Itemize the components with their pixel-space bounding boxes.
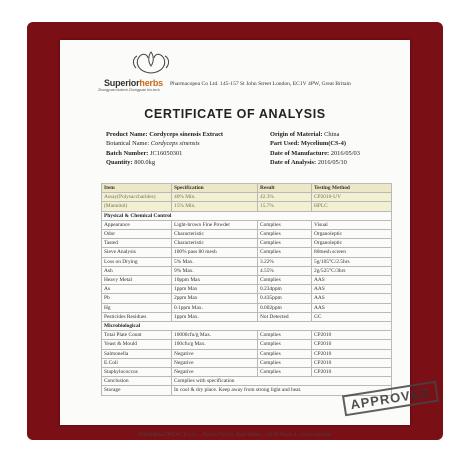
logo-emblem-icon xyxy=(128,48,174,74)
product-info-left xyxy=(106,130,223,168)
table-cell: 10000cfu/g Max. xyxy=(172,331,258,340)
table-row xyxy=(102,239,392,248)
info-label: Quantity: xyxy=(106,159,133,167)
table-cell: GC xyxy=(312,312,392,321)
table-cell: Complies xyxy=(258,349,312,358)
origin-line xyxy=(270,130,360,139)
table-cell: 42.3% xyxy=(258,193,312,202)
table-cell: 0.234ppm xyxy=(258,285,312,294)
table-cell: Pesticides Residues xyxy=(102,312,172,321)
info-value: Cordyceps sinensis xyxy=(150,140,200,148)
table-cell: Complies xyxy=(258,331,312,340)
table-cell: 0.435ppm xyxy=(258,294,312,303)
table-cell: CP2010 xyxy=(312,358,392,367)
table-cell: Negative xyxy=(172,368,258,377)
table-cell: CP2010 xyxy=(312,331,392,340)
table-cell: Complies with specification xyxy=(172,377,392,386)
part-used-line xyxy=(270,139,360,148)
table-row xyxy=(102,312,392,321)
table-cell: Complies xyxy=(258,368,312,377)
batch-number-line xyxy=(106,149,223,158)
info-label: Date of Analysis: xyxy=(270,159,317,167)
manufacture-date-line xyxy=(270,149,360,158)
table-cell: 2g/525°C/3hrs xyxy=(312,266,392,275)
table-cell: 1ppm Max xyxy=(172,285,258,294)
table-cell: Complies xyxy=(258,239,312,248)
table-cell: Staphylococcus xyxy=(102,368,172,377)
product-name-line xyxy=(106,130,223,139)
table-cell: 3.22% xyxy=(258,257,312,266)
table-cell: 9% Max. xyxy=(172,266,258,275)
table-cell: AAS xyxy=(312,294,392,303)
table-cell: 15% Min. xyxy=(172,202,258,211)
table-cell: Yeast & Mould xyxy=(102,340,172,349)
table-cell: Negative xyxy=(172,349,258,358)
table-cell: Heavy Metal xyxy=(102,276,172,285)
table-row xyxy=(102,340,392,349)
table-row xyxy=(102,266,392,275)
table-cell: 40% Min. xyxy=(172,193,258,202)
table-cell: Complies xyxy=(258,276,312,285)
table-cell: 80mesh screen xyxy=(312,248,392,257)
table-cell: Complies xyxy=(258,340,312,349)
table-cell: Complies xyxy=(258,230,312,239)
table-row xyxy=(102,257,392,266)
table-cell: 2ppm Max xyxy=(172,294,258,303)
table-section-row xyxy=(102,322,392,331)
info-value: 800.0kg xyxy=(134,159,156,167)
table-row xyxy=(102,202,392,211)
table-cell: Not Detected xyxy=(258,312,312,321)
info-label: Batch Number: xyxy=(106,149,149,157)
table-cell: CP2010 xyxy=(312,340,392,349)
table-cell: Characteristic xyxy=(172,230,258,239)
table-header-row xyxy=(102,184,392,193)
analysis-table xyxy=(101,183,392,396)
table-row xyxy=(102,303,392,312)
table-cell: Salmonella xyxy=(102,349,172,358)
table-cell: 4.55% xyxy=(258,266,312,275)
table-cell: Complies xyxy=(258,220,312,229)
column-header: Testing Method xyxy=(312,184,392,193)
product-info-right xyxy=(270,130,360,168)
column-header: Specification xyxy=(172,184,258,193)
analysis-date-line xyxy=(270,158,360,167)
info-value: JC16050301 xyxy=(150,149,183,157)
table-row xyxy=(102,230,392,239)
table-cell: Tasted xyxy=(102,239,172,248)
table-row xyxy=(102,294,392,303)
table-cell: Characteristic xyxy=(172,239,258,248)
table-cell: Light-brown Fine Powder xyxy=(172,220,258,229)
table-cell: AAS xyxy=(312,303,392,312)
botanical-name-line xyxy=(106,139,223,148)
table-row xyxy=(102,368,392,377)
table-row xyxy=(102,220,392,229)
certificate-document xyxy=(60,40,432,438)
table-cell: Physical & Chemical Control xyxy=(102,211,392,220)
table-cell: 5% Max. xyxy=(172,257,258,266)
info-label: Product Name: xyxy=(106,131,148,138)
table-cell: E.Coli xyxy=(102,358,172,367)
info-value: 2016/05/03 xyxy=(330,149,360,157)
table-cell: Organoleptic xyxy=(312,230,392,239)
table-row xyxy=(102,331,392,340)
table-row xyxy=(102,248,392,257)
company-logo-tagline: Zhongyuan biotech Zhongyuan bio-tech xyxy=(98,88,160,92)
quantity-line xyxy=(106,158,223,167)
approved-stamp: APPROVED xyxy=(342,381,439,417)
table-cell: HPLC xyxy=(312,202,392,211)
info-label: Origin of Material: xyxy=(270,131,323,138)
column-header: Item xyxy=(102,184,172,193)
info-label: Botanical Name: xyxy=(106,140,150,148)
table-cell: Sieve Analysis xyxy=(102,248,172,257)
table-cell: As xyxy=(102,285,172,294)
table-cell: CP2010 xyxy=(312,349,392,358)
info-value: China xyxy=(324,131,340,138)
table-cell: AAS xyxy=(312,276,392,285)
company-logo-text: Superiorherbs xyxy=(104,78,163,88)
info-value: Mycelium(CS-4) xyxy=(300,140,346,148)
table-cell: Hg xyxy=(102,303,172,312)
table-row xyxy=(102,193,392,202)
company-address: Pharmacopea Co Ltd. 145-157 St John Street London, EC1V 4PW, Great Britain xyxy=(170,81,351,87)
table-cell: CP2010 xyxy=(312,368,392,377)
table-cell: AAS xyxy=(312,285,392,294)
column-header: Result xyxy=(258,184,312,193)
table-cell: Microbiological xyxy=(102,322,392,331)
table-row xyxy=(102,358,392,367)
table-cell: Pb xyxy=(102,294,172,303)
table-cell: 5g/105°C/2.5hrs xyxy=(312,257,392,266)
table-cell: 15.7% xyxy=(258,202,312,211)
table-cell: 100% pass 80 mesh xyxy=(172,248,258,257)
info-value: Cordyceps sinensis Extract xyxy=(149,131,224,138)
table-row xyxy=(102,276,392,285)
table-cell: 100cfu/g Max. xyxy=(172,340,258,349)
table-cell: In cool & dry place. Keep away from strong light and heat. xyxy=(172,386,392,395)
table-section-row xyxy=(102,211,392,220)
table-cell: CP2010-UV xyxy=(312,193,392,202)
footer-address: PHARMACOPEA CZ s.r.o. , Rybná 716/24, Staré Město, 110 00 Praha 1, Czech republic xyxy=(138,432,332,438)
document-title: CERTIFICATE OF ANALYSIS xyxy=(144,107,326,121)
table-cell: Appearance xyxy=(102,220,172,229)
table-row xyxy=(102,285,392,294)
table-cell: Complies xyxy=(258,248,312,257)
table-cell: Organoleptic xyxy=(312,239,392,248)
info-label: Date of Manufacture: xyxy=(270,149,330,157)
table-row xyxy=(102,349,392,358)
table-cell: 1ppm Max. xyxy=(172,312,258,321)
table-cell: Visual xyxy=(312,220,392,229)
table-cell: Assay(Polysaccharides) xyxy=(102,193,172,202)
table-cell: Loss on Drying xyxy=(102,257,172,266)
table-cell: 0.002ppm xyxy=(258,303,312,312)
table-cell: 10ppm Max xyxy=(172,276,258,285)
info-label: Part Used: xyxy=(270,140,300,148)
table-cell: Conclusion xyxy=(102,377,172,386)
table-cell: Complies xyxy=(258,358,312,367)
analysis-table-body xyxy=(102,193,392,395)
table-cell: (Mannitol) xyxy=(102,202,172,211)
table-cell: Total Plate Count xyxy=(102,331,172,340)
table-cell: Negative xyxy=(172,358,258,367)
table-cell: Ash xyxy=(102,266,172,275)
table-row xyxy=(102,377,392,386)
info-value: 2016/05/10 xyxy=(317,159,347,167)
table-cell: 0.1ppm Max. xyxy=(172,303,258,312)
table-cell: Storage xyxy=(102,386,172,395)
table-cell: Odor xyxy=(102,230,172,239)
